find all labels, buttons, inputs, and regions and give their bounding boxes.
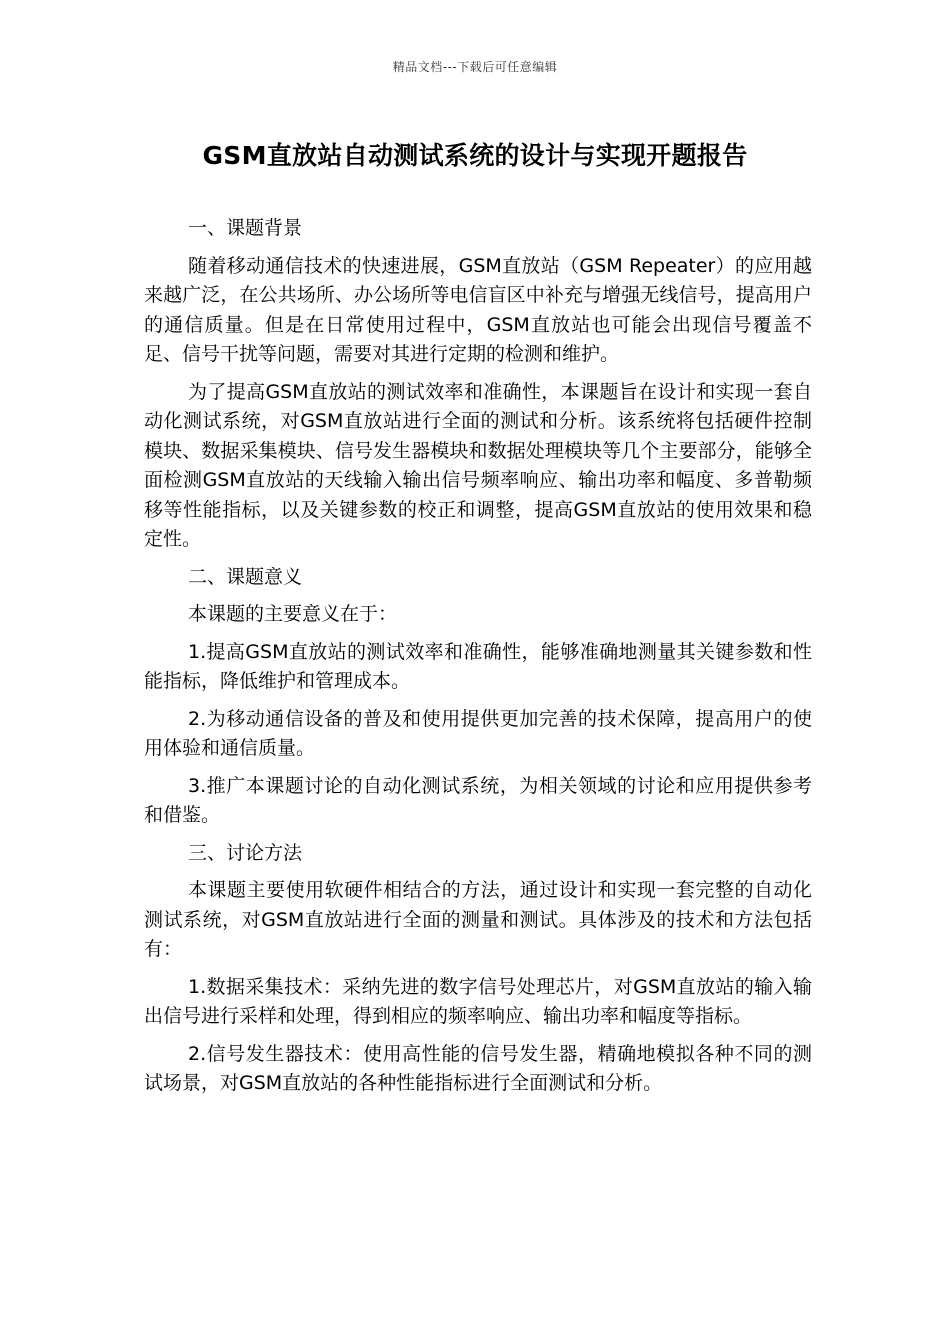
list-item-methods-2: 2.信号发生器技术：使用高性能的信号发生器，精确地模拟各种不同的测试场景，对GSM直放站的各种性能指标进行全面测试和分析。 xyxy=(144,1042,812,1094)
paragraph-background-1: 随着移动通信技术的快速进展，GSM直放站（GSM Repeater）的应用越来越广泛，在公共场所、办公场所等电信盲区中补充与增强无线信号，提高用户的通信质量。但是在日常使用过程中，GSM直放站也可能会出现信号覆盖不足、信号干扰等问题，需要对其进行定期的检测和维护。 xyxy=(144,254,812,365)
paragraph-significance-intro: 本课题的主要意义在于： xyxy=(188,603,398,625)
paragraph-methods-intro: 本课题主要使用软硬件相结合的方法，通过设计和实现一套完整的自动化测试系统，对GSM直放站进行全面的测量和测试。具体涉及的技术和方法包括有： xyxy=(144,879,812,960)
document-body xyxy=(144,214,812,1107)
section-heading-significance: 二、课题意义 xyxy=(188,565,303,588)
list-item-significance-1: 1.提高GSM直放站的测试效率和准确性，能够准确地测量其关键参数和性能指标，降低维护和管理成本。 xyxy=(144,640,812,692)
list-item-significance-3: 3.推广本课题讨论的自动化测试系统，为相关领域的讨论和应用提供参考和借鉴。 xyxy=(144,774,812,826)
section-heading-background: 一、课题背景 xyxy=(188,217,303,239)
section-heading-methods: 三、讨论方法 xyxy=(188,841,303,864)
list-item-methods-1: 1.数据采集技术：采纳先进的数字信号处理芯片，对GSM直放站的输入输出信号进行采样和处理，得到相应的频率响应、输出功率和幅度等指标。 xyxy=(144,975,812,1027)
paragraph-background-2: 为了提高GSM直放站的测试效率和准确性，本课题旨在设计和实现一套自动化测试系统，对GSM直放站进行全面的测试和分析。该系统将包括硬件控制模块、数据采集模块、信号发生器模块和数据处理模块等几个主要部分，能够全面检测GSM直放站的天线输入输出信号频率响应、输出功率和幅度、多普勒频移等性能指标，以及关键参数的校正和调整，提高GSM直放站的使用效果和稳定性。 xyxy=(144,380,812,550)
list-item-significance-2: 2.为移动通信设备的普及和使用提供更加完善的技术保障，提高用户的使用体验和通信质量。 xyxy=(144,707,812,759)
page-header-note: 精品文档---下载后可任意编辑 xyxy=(392,60,558,74)
document-title: GSM直放站自动测试系统的设计与实现开题报告 xyxy=(202,141,748,170)
